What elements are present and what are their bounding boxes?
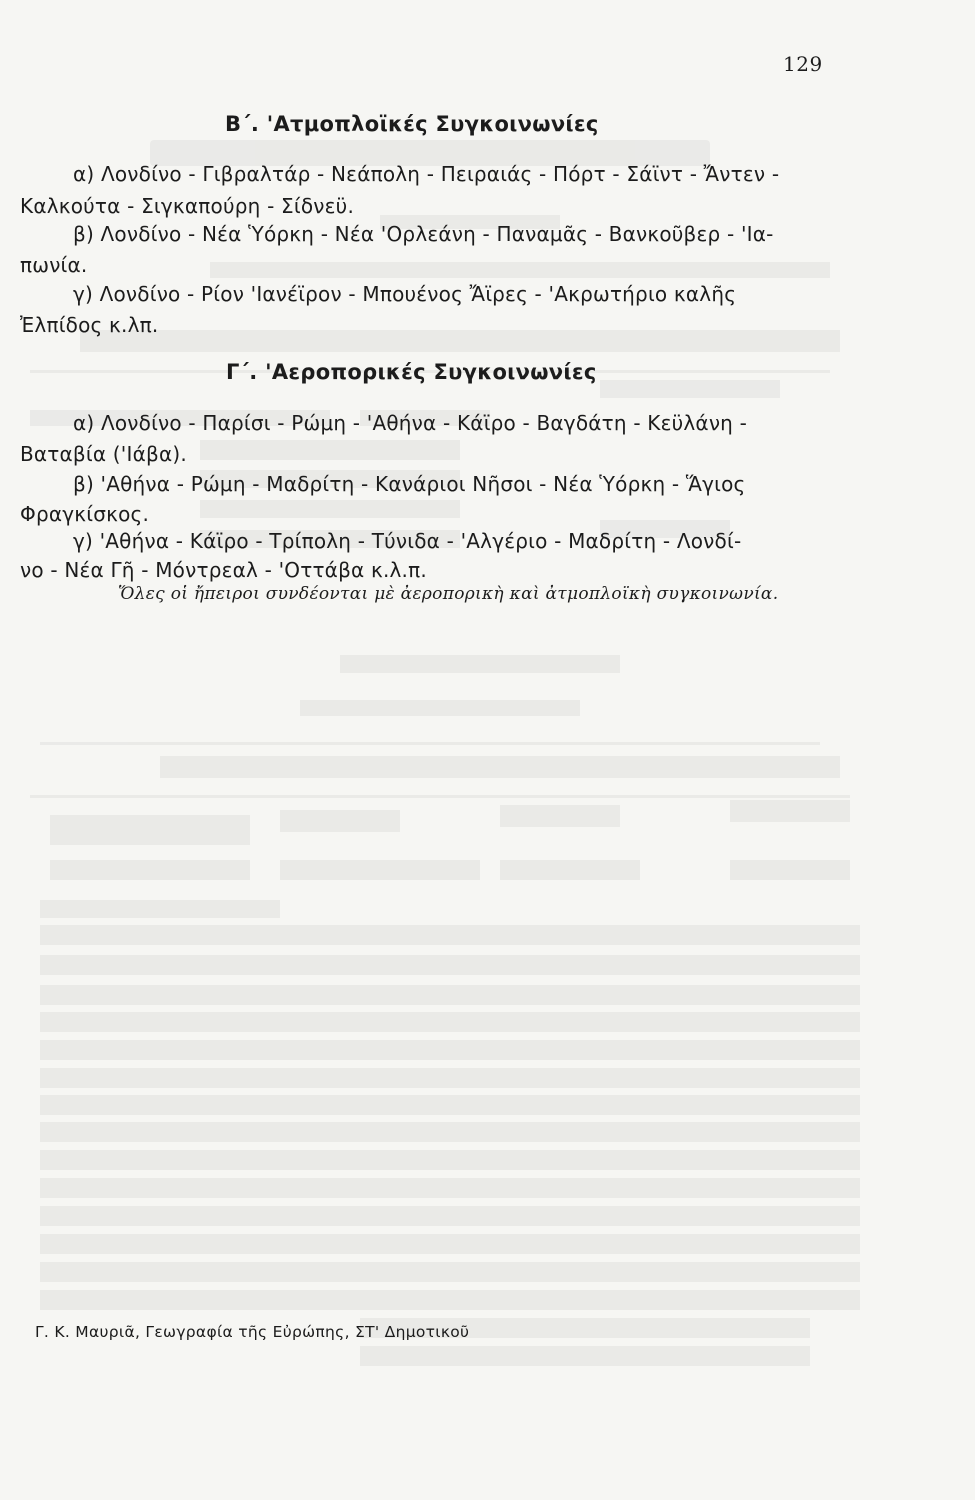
air-route-a-cont: Βαταβία ('Ιάβα). (20, 442, 187, 466)
steamship-route-c-cont: Ἐλπίδος κ.λπ. (20, 313, 159, 337)
steamship-route-a-cont: Καλκούτα - Σιγκαπούρη - Σίδνεϋ. (20, 194, 355, 218)
steamship-route-b-cont: πωνία. (20, 253, 88, 277)
air-route-b: β) 'Αθήνα - Ρώμη - Μαδρίτη - Κανάριοι Νῆσοι - Νέα Ὑόρκη - Ἅγιος (73, 472, 746, 496)
air-route-b-cont: Φραγκίσκος. (20, 502, 150, 526)
footer-citation: Γ. Κ. Μαυριᾶ, Γεωγραφία τῆς Εὐρώπης, ΣΤ' Δημοτικοῦ (35, 1323, 470, 1341)
air-route-c-cont: νο - Νέα Γῆ - Μόντρεαλ - 'Οττάβα κ.λ.π. (20, 558, 427, 582)
section-heading-air: Γ΄. 'Αεροπορικές Συγκοινωνίες (226, 360, 597, 384)
note-text: Ὅλες οἱ ἤπειροι συνδέονται μὲ ἀεροπορικὴ καὶ ἀτμοπλοϊκὴ συγκοινωνία. (118, 584, 779, 604)
steamship-route-c: γ) Λονδίνο - Ρίον 'Ιανέϊρον - Μπουένος Ἄϊρες - 'Ακρωτήριο καλῆς (73, 282, 737, 306)
page-number: 129 (783, 52, 823, 76)
air-route-a: α) Λονδίνο - Παρίσι - Ρώμη - 'Αθήνα - Κάϊρο - Βαγδάτη - Κεϋλάνη - (73, 411, 748, 435)
steamship-route-a: α) Λονδίνο - Γιβραλτάρ - Νεάπολη - Πειραιάς - Πόρτ - Σάϊντ - Ἄντεν - (73, 162, 780, 186)
air-route-c: γ) 'Αθήνα - Κάϊρο - Τρίπολη - Τύνιδα - 'Αλγέριο - Μαδρίτη - Λονδί- (73, 529, 742, 553)
steamship-route-b: β) Λονδίνο - Νέα Ὑόρκη - Νέα 'Ορλεάνη - Παναμᾶς - Βανκοῦβερ - 'Ια- (73, 222, 774, 246)
section-heading-steamship: Β΄. 'Ατμοπλοϊκές Συγκοινωνίες (225, 112, 599, 136)
